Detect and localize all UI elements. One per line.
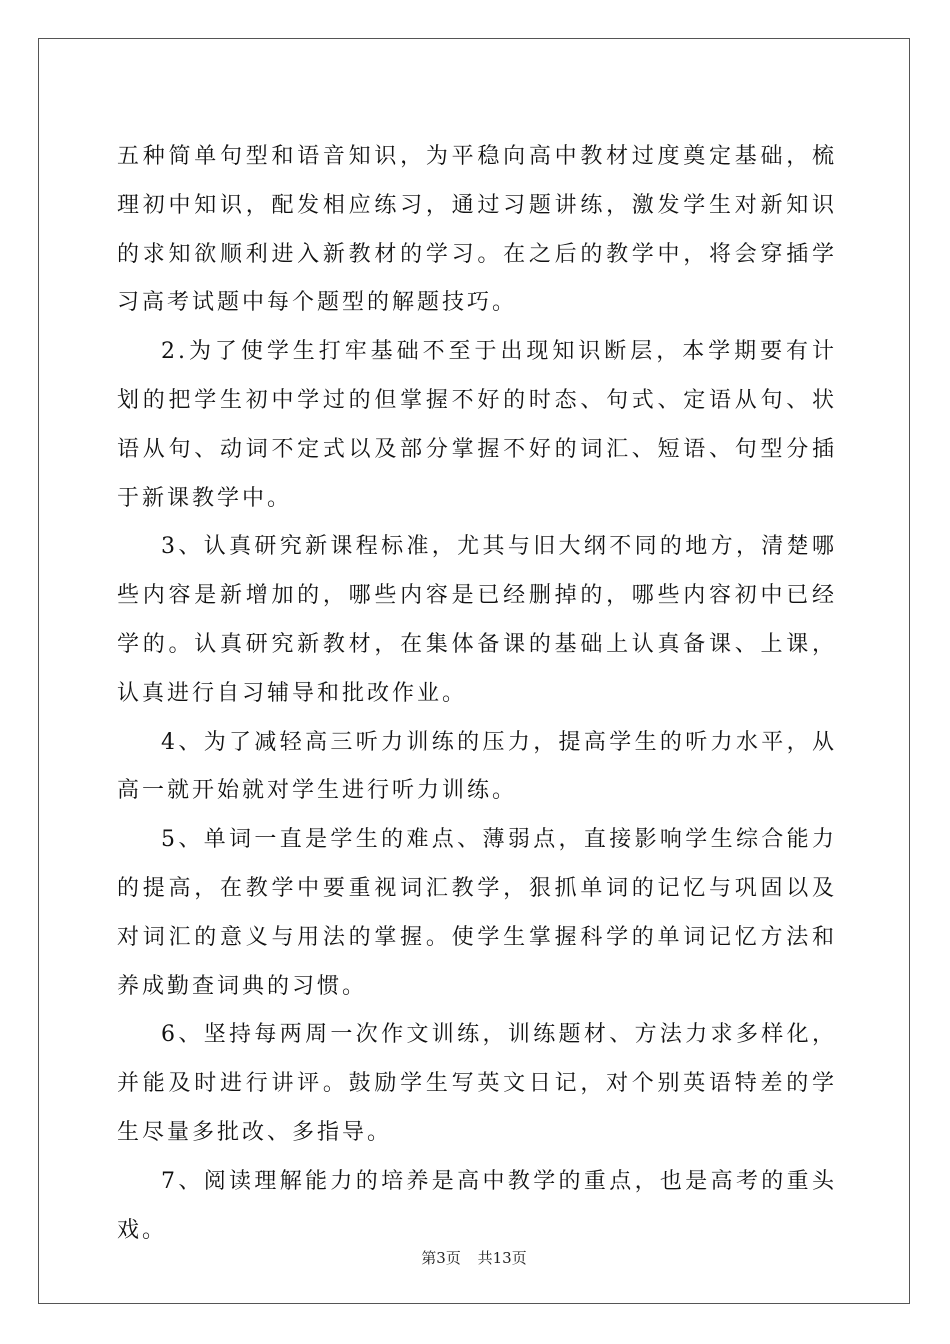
paragraph-2: 3、认真研究新课程标准，尤其与旧大纲不同的地方，清楚哪些内容是新增加的，哪些内容是已经删掉的，哪些内容初中已经学的。认真研究新教材，在集体备课的基础上认真备课、上课，认真进行自习辅导和批改作业。 (117, 534, 837, 706)
paragraph-4: 5、单词一直是学生的难点、薄弱点，直接影响学生综合能力的提高，在教学中要重视词汇教学，狠抓单词的记忆与巩固以及对词汇的意义与用法的掌握。使学生掌握科学的单词记忆方法和养成勤查词典的习惯。 (117, 827, 837, 999)
document-page (38, 38, 910, 1304)
page-total: 共13页 (477, 1249, 527, 1267)
paragraph-5: 6、坚持每两周一次作文训练，训练题材、方法力求多样化，并能及时进行讲评。鼓励学生写英文日记，对个别英语特差的学生尽量多批改、多指导。 (117, 1022, 837, 1145)
paragraph-6: 7、阅读理解能力的培养是高中教学的重点，也是高考的重头戏。 (117, 1168, 837, 1243)
paragraph-3: 4、为了减轻高三听力训练的压力，提高学生的听力水平，从高一就开始就对学生进行听力训练。 (117, 729, 837, 804)
page-footer (39, 1247, 909, 1268)
document-body (117, 133, 837, 1255)
page-number: 第3页 (421, 1249, 461, 1267)
paragraph-1: 2.为了使学生打牢基础不至于出现知识断层，本学期要有计划的把学生初中学过的但掌握不好的时态、句式、定语从句、状语从句、动词不定式以及部分掌握不好的词汇、短语、句型分插于新课教学中。 (117, 339, 837, 511)
paragraph-0: 五种简单句型和语音知识，为平稳向高中教材过度奠定基础，梳理初中知识，配发相应练习，通过习题讲练，激发学生对新知识的求知欲顺利进入新教材的学习。在之后的教学中，将会穿插学习高考试题中每个题型的解题技巧。 (117, 144, 837, 316)
